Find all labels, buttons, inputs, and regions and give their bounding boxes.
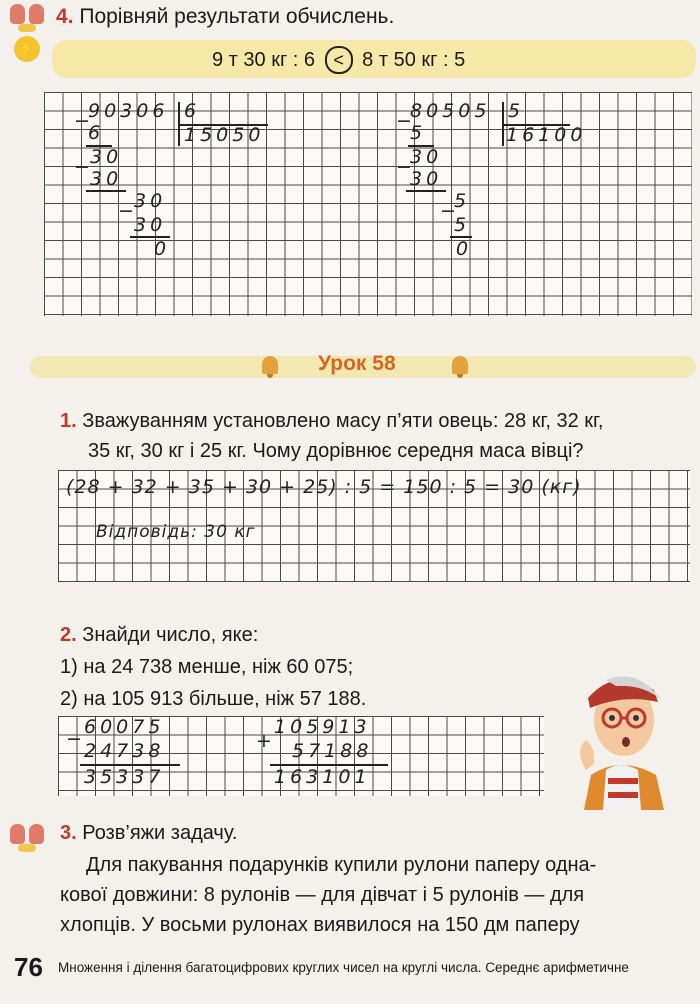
- lesson-title: Урок 58: [318, 352, 396, 375]
- task1-solution: (28 + 32 + 35 + 30 + 25) : 5 = 150 : 5 = 30 (кг): [66, 476, 582, 498]
- task4-right-dividend: 80505: [410, 100, 491, 122]
- task2-item1: 1) на 24 738 менше, ніж 60 075;: [60, 656, 354, 678]
- task4-right-step-1: 5: [410, 122, 427, 144]
- task2-title: Знайди число, яке:: [82, 624, 259, 646]
- task2-number: 2.: [60, 624, 77, 646]
- task4-right-minus-1: −: [396, 110, 416, 132]
- task4-left-divisor: 6: [184, 100, 201, 122]
- bell-icon-left: [262, 356, 278, 374]
- task2-calc2-bottom: 57188: [292, 740, 373, 762]
- task4-left-dividend: 90306: [88, 100, 169, 122]
- task1-line1: Зважуванням установлено масу п’яти овець: 28 кг, 32 кг,: [82, 410, 604, 432]
- task4-number: 4.: [56, 5, 74, 28]
- task2-calc2-sign: +: [256, 730, 276, 752]
- task4-right-expr: 8 т 50 кг : 5: [362, 49, 466, 71]
- task4-right-step-5: 5: [454, 214, 471, 236]
- mittens-icon: [10, 4, 44, 32]
- task4-left-quotient: 15050: [184, 124, 265, 146]
- task3-number: 3.: [60, 822, 77, 844]
- task4-right-step-3: 30: [410, 168, 443, 190]
- task1-answer: Відповідь: 30 кг: [96, 522, 256, 542]
- task4-left-minus-3: −: [118, 200, 138, 222]
- task2-calc1-bottom: 24738: [84, 740, 165, 762]
- task2-item2: 2) на 105 913 більше, ніж 57 188.: [60, 688, 367, 710]
- task3-mittens-icon: [10, 824, 44, 852]
- task4-left-step-4: 30: [134, 190, 167, 212]
- task4-left-expr: 9 т 30 кг : 6: [212, 49, 316, 71]
- task2-calc2-result: 163101: [274, 766, 371, 788]
- task3-line1: Для пакування подарунків купили рулони паперу одна-: [86, 854, 597, 876]
- task3-title: Розв’яжи задачу.: [82, 822, 238, 844]
- task2-heading: [60, 620, 258, 650]
- task4-heading: [56, 2, 394, 32]
- task4-left-step-2: 30: [90, 146, 123, 168]
- task1-text: [60, 406, 690, 466]
- boy-illustration: [546, 660, 696, 810]
- task4-left-minus-1: −: [74, 110, 94, 132]
- task4-title: Порівняй результати обчислень.: [79, 5, 395, 28]
- task4-left-step-6: 0: [154, 238, 171, 260]
- task1-line2: 35 кг, 30 кг і 25 кг. Чому дорівнює середня маса вівці?: [88, 440, 584, 462]
- page-number: 76: [14, 952, 43, 982]
- task2-calc1-top: 60075: [84, 716, 165, 738]
- task4-left-step-1: 6: [88, 122, 105, 144]
- footer-text: Множення і ділення багатоцифрових круглих чисел на круглі числа. Середнє арифметичне: [58, 960, 629, 975]
- task4-right-step-2: 30: [410, 146, 443, 168]
- bell-icon-right: [452, 356, 468, 374]
- task4-compare-sign: <: [325, 46, 353, 74]
- task3-line3: хлопців. У восьми рулонах виявилося на 150 дм паперу: [60, 914, 580, 936]
- task4-right-minus-2: −: [396, 156, 416, 178]
- task4-left-step-5: 30: [134, 214, 167, 236]
- task2-calc2-top: 105913: [274, 716, 371, 738]
- task4-left-step-3: 30: [90, 168, 123, 190]
- task4-right-divisor: 5: [508, 100, 525, 122]
- task1-number: 1.: [60, 410, 77, 432]
- task4-expression: [212, 46, 465, 74]
- task2-calc1-result: 35337: [84, 766, 165, 788]
- task4-left-underline-2: [86, 190, 126, 192]
- task4-left-minus-2: −: [74, 156, 94, 178]
- task4-right-step-4: 5: [454, 190, 471, 212]
- task4-right-step-6: 0: [456, 238, 473, 260]
- task4-right-quotient: 16100: [506, 124, 587, 146]
- task4-right-underline-2: [406, 190, 446, 192]
- task3-line2: кової довжини: 8 рулонів — для дівчат і 5 рулонів — для: [60, 884, 585, 906]
- task4-icon-badge: ⚡: [14, 36, 40, 62]
- task4-right-minus-3: −: [440, 200, 460, 222]
- task2-calc1-sign: −: [66, 728, 86, 750]
- task3-heading: [60, 818, 237, 848]
